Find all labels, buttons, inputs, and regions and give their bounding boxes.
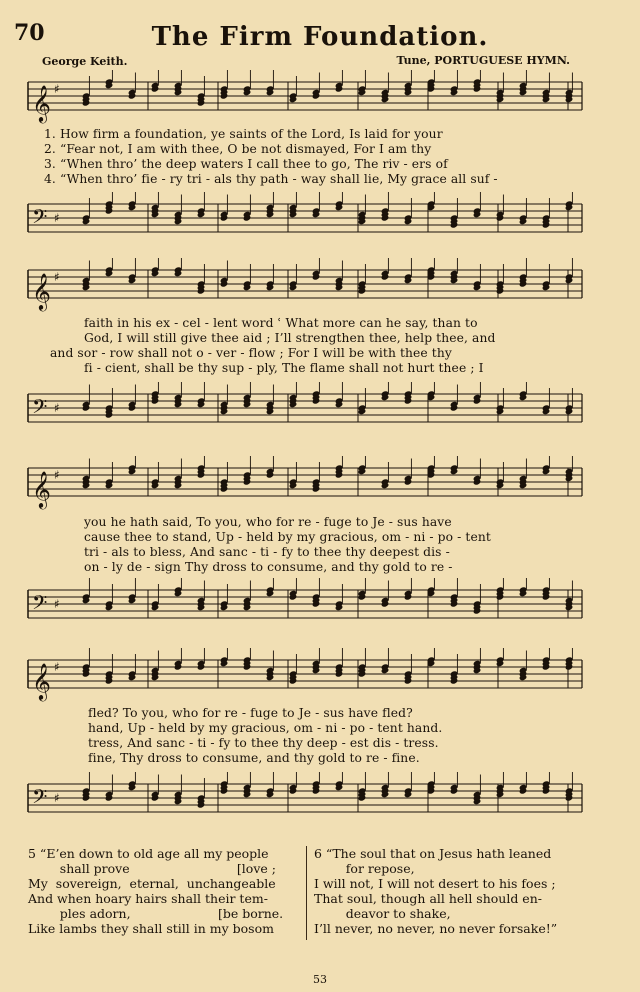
bass-staff-system-2 (0, 382, 640, 442)
treble-clef-icon: 𝄞 (32, 272, 51, 310)
lyric-line: tress, And sanc - ti - fy to thee thy deep - est dis - tress. (88, 736, 439, 750)
verse-line: That soul, though all hell should en- (314, 891, 542, 906)
verse-line: ples adorn, [be borne. (28, 906, 284, 921)
bass-clef-icon: 𝄢 (32, 591, 48, 619)
bass-staff-system-1 (0, 192, 640, 252)
tune-name: Tune, PORTUGUESE HYMN. (396, 54, 570, 67)
treble-staff-system-1 (0, 70, 640, 130)
sharp-icon: ♯ (54, 597, 60, 611)
author: George Keith. (42, 55, 128, 68)
lyric-line: hand, Up - held by my gracious, om - ni - po - tent hand. (88, 721, 443, 735)
bass-clef-icon: 𝄢 (32, 205, 48, 233)
verse-line: My sovereign, eternal, unchangeable (28, 876, 276, 891)
verse-line: 6 “The soul that on Jesus hath leaned (314, 846, 552, 861)
bass-staff-system-3 (0, 578, 640, 638)
verse-line: And when hoary hairs shall their tem- (28, 891, 268, 906)
lyric-line: and sor - row shall not o - ver - flow ; For I will be with thee thy (50, 346, 452, 360)
bass-staff-system-4 (0, 772, 640, 832)
lyric-line: God, I will still give thee aid ; I’ll strengthen thee, help thee, and (84, 331, 496, 345)
verse-5 (28, 846, 303, 936)
lyric-line: fine, Thy dross to consume, and thy gold to re - fine. (88, 751, 420, 765)
verse-line: shall prove [love ; (28, 861, 276, 876)
hymn-title: The Firm Foundation. (151, 22, 489, 52)
verse-line: I’ll never, no never, no never forsake!” (314, 921, 558, 936)
footer-number: 53 (313, 973, 327, 986)
treble-staff-system-4 (0, 648, 640, 708)
sharp-icon: ♯ (54, 660, 60, 674)
lyric-line: fi - cient, shall be thy sup - ply, The flame shall not hurt thee ; I (84, 361, 484, 375)
verse-line: Like lambs they shall still in my bosom (28, 921, 274, 936)
verse-6 (314, 846, 614, 936)
page-number: 70 (14, 20, 45, 46)
column-divider (306, 846, 307, 940)
lyric-line: tri - als to bless, And sanc - ti - fy to thee thy deepest dis - (84, 545, 450, 559)
sharp-icon: ♯ (54, 468, 60, 482)
lyric-line: 4. “When thro’ fie - ry tri - als thy path - way shall lie, My grace all suf - (44, 172, 498, 186)
treble-clef-icon: 𝄞 (32, 470, 51, 508)
lyric-line: fled? To you, who for re - fuge to Je - sus have fled? (88, 706, 413, 720)
sharp-icon: ♯ (54, 401, 60, 415)
sharp-icon: ♯ (54, 82, 60, 96)
lyric-line: 3. “When thro’ the deep waters I call thee to go, The riv - ers of (44, 157, 448, 171)
sharp-icon: ♯ (54, 270, 60, 284)
lyric-line: 2. “Fear not, I am with thee, O be not dismayed, For I am thy (44, 142, 432, 156)
sharp-icon: ♯ (54, 791, 60, 805)
bass-clef-icon: 𝄢 (32, 395, 48, 423)
lyric-line: you he hath said, To you, who for re - fuge to Je - sus have (84, 515, 452, 529)
verse-line: I will not, I will not desert to his foes ; (314, 876, 556, 891)
bass-clef-icon: 𝄢 (32, 785, 48, 813)
lyric-line: faith in his ex - cel - lent word ʿ What more can he say, than to (84, 316, 478, 330)
verse-line: 5 “E’en down to old age all my people (28, 846, 269, 861)
sharp-icon: ♯ (54, 211, 60, 225)
verse-line: deavor to shake, (314, 906, 451, 921)
treble-clef-icon: 𝄞 (32, 662, 51, 700)
treble-staff-system-3 (0, 456, 640, 516)
verse-line: for repose, (314, 861, 415, 876)
lyric-line: cause thee to stand, Up - held by my gracious, om - ni - po - tent (84, 530, 491, 544)
lyric-line: on - ly de - sign Thy dross to consume, and thy gold to re - (84, 560, 453, 574)
lyric-line: 1. How firm a foundation, ye saints of the Lord, Is laid for your (44, 127, 443, 141)
treble-staff-system-2 (0, 258, 640, 318)
treble-clef-icon: 𝄞 (32, 84, 51, 122)
